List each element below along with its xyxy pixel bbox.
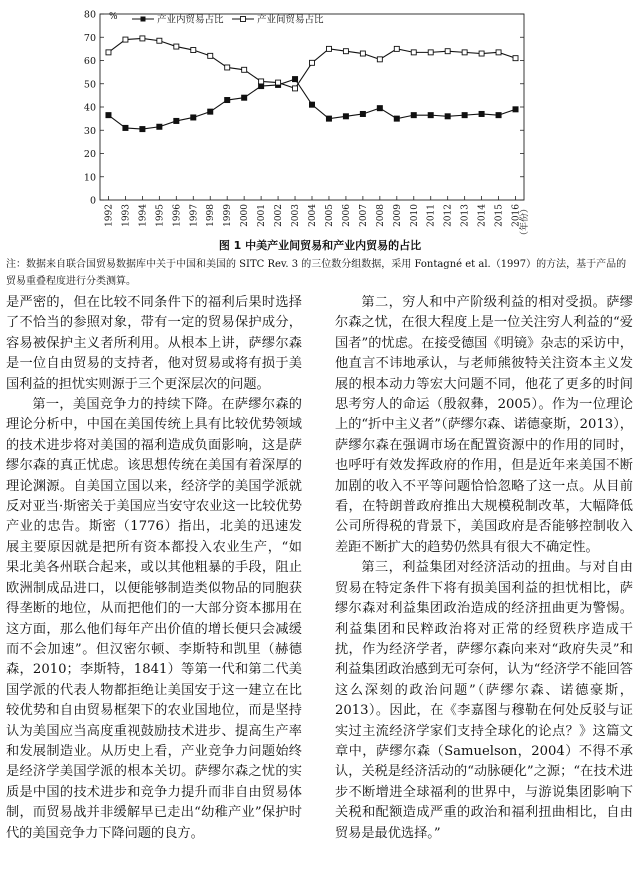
data-point [326, 46, 331, 51]
x-tick-label: 2010 [409, 204, 420, 227]
data-point [242, 67, 247, 72]
data-point [496, 50, 501, 55]
x-tick-label: 2012 [443, 204, 454, 227]
x-tick-label: 1996 [172, 204, 183, 227]
x-tick-label: 2011 [426, 204, 437, 227]
data-point [123, 125, 128, 130]
data-point [174, 44, 179, 49]
data-point [411, 50, 416, 55]
x-tick-label: 1998 [206, 204, 217, 227]
data-point [445, 49, 450, 54]
y-tick-label: 50 [83, 79, 96, 91]
x-tick-label: 1995 [155, 204, 166, 227]
trade-share-chart [0, 0, 640, 245]
legend-marker [241, 17, 246, 22]
x-tick-label: 2009 [392, 204, 403, 227]
y-tick-label: 60 [83, 56, 96, 67]
data-point [462, 50, 467, 55]
data-point [191, 115, 196, 120]
legend-label: 产业间贸易占比 [257, 14, 324, 26]
data-point [259, 79, 264, 84]
data-point [140, 127, 145, 132]
x-tick-label: 2001 [257, 204, 268, 227]
data-point [157, 38, 162, 43]
data-point [123, 37, 128, 42]
data-point [191, 48, 196, 53]
left-column [6, 293, 302, 844]
data-point [428, 50, 433, 55]
data-point [360, 51, 365, 56]
y-tick-label: 80 [83, 9, 96, 21]
chart-series [106, 36, 518, 132]
x-tick-label: 1993 [121, 204, 132, 227]
x-tick-label: 1999 [223, 204, 234, 227]
y-tick-label: 70 [83, 32, 96, 44]
x-tick-label: 2000 [240, 204, 251, 227]
data-point [326, 116, 331, 121]
x-tick-label: 2007 [358, 204, 369, 227]
data-point [157, 124, 162, 129]
data-point [276, 80, 281, 85]
x-tick-label: 2016 [511, 204, 522, 227]
figure-caption: 图 1 中美产业间贸易和产业内贸易的占比 [218, 239, 422, 252]
data-point [106, 50, 111, 55]
legend-marker [141, 17, 146, 22]
paragraph: 第二，穷人和中产阶级利益的相对受损。萨缪尔森之忧，在很大程度上是一位关注穷人利益的“爱国者”的忧虑。在接受德国《明镜》杂志的采访中，他直言不讳地承认，与老师熊彼特关注资本主义发展的根本动力等宏大问题不同，他花了更多的时间思考穷人的命运（殷叙彝，2005）。作为一位理论上的“折中主义者”（萨缪尔森、诺德豪斯，2013），萨缪尔森在强调市场在配置资源中的作用的同时，也呼吁有效发挥政府的作用，但是近年来美国不断加剧的收入不平等问题恰恰忽略了这一点。从目前看，在特朗普政府推出大规模税制改革，大幅降低公司所得税的背景下，美国政府是否能够控制收入差距不断扩大的趋势仍然具有很大不确定性。 [335, 295, 633, 555]
x-tick-label: 2015 [494, 204, 505, 227]
data-point [208, 53, 213, 58]
x-tick-label: 2006 [341, 204, 352, 227]
x-axis-label: （年份） [520, 204, 530, 241]
paragraph: 第一，美国竞争力的持续下降。在萨缪尔森的理论分析中，中国在美国传统上具有比较优势领域的技术进步将对美国的福利造成负面影响，这是萨缪尔森的真正忧虑。该思想传统在美国有着深厚的理论渊源。自美国立国以来，经济学的美国学派就反对亚当·斯密关于美国应当安守农业这一比较优势产业的忠告。斯密（1776）指出，北美的迅速发展主要原因就是把所有资本都投入农业生产，“如果北美各州联合起来，或以其他粗暴的手段，阻止欧洲制成品进口，以便能够制造类似物品的同胞获得垄断的地位，从而把他们的一大部分资本挪用在这方面，那么他们每年产出价值的增长便只会减缓而不会加速”。但汉密尔顿、李斯特和凯里（赫德森，2010；李斯特，1841）等第一代和第二代美国学派的代表人物都拒绝让美国安于这一建立在比较优势和自由贸易框架下的农业国地位，而是坚持认为美国应当高度重视鼓励技术进步、提高生产率和发展制造业。从历史上看，产业竞争力问题始终是经济学美国学派的根本关切。萨缪尔森之忧的实质是中国的技术进步和竞争力提升而非自由贸易体制，而贸易战并非缓解早已走出“幼稚产业”保护时代的美国竞争力下降问题的良方。 [6, 397, 302, 841]
x-tick-label: 2004 [308, 204, 318, 227]
data-point [310, 102, 315, 107]
data-point [394, 116, 399, 121]
x-tick-label: 2013 [460, 204, 471, 227]
data-point [208, 109, 213, 114]
data-point [479, 111, 484, 116]
data-point [377, 106, 382, 111]
data-point [106, 113, 111, 118]
data-point [293, 77, 298, 82]
x-tick-label: 2005 [324, 204, 335, 227]
data-point [242, 95, 247, 100]
data-point [140, 36, 145, 41]
x-tick-label: 1997 [189, 204, 200, 227]
right-column [335, 293, 633, 844]
data-point [377, 57, 382, 62]
y-axis-unit: % [109, 12, 118, 22]
x-tick-label: 2014 [477, 204, 488, 227]
x-tick-label: 1994 [138, 204, 149, 227]
data-point [411, 113, 416, 118]
paragraph: 第三，利益集团对经济活动的扭曲。与对自由贸易在特定条件下将有损美国利益的担忧相比，萨缪尔森对利益集团政治造成的经济扭曲更为警惕。利益集团和民粹政治将对正常的经贸秩序造成干扰，作为经济学者，萨缪尔森向来对“政府失灵”和利益集团政治感到无可奈何，认为“经济学不能回答这么深刻的政治问题”（萨缪尔森、诺德豪斯，2013）。因此，在《李嘉图与穆勒在何处反驳与证实过主流经济学家们支持全球化的论点？》这篇文章中，萨缪尔森（Samuelson，2004）不得不承认，关税是经济活动的“动脉硬化”之源；“在技术进步不断增进全球福利的世界中，与游说集团影响下关税和配额造成严重的政治和福利扭曲相比，自由贸易是最优选择。” [335, 560, 633, 841]
x-tick-label: 2008 [375, 204, 386, 227]
data-point [479, 51, 484, 56]
data-point [513, 107, 518, 112]
legend-label: 产业内贸易占比 [157, 14, 224, 26]
figure-note: 注：数据来自联合国贸易数据库中关于中国和美国的 SITC Rev. 3 的三位数分组数据，采用 Fontagné et al.（1997）的方法，基于产品的贸易重叠程度进行分类测算。 [6, 259, 627, 287]
data-point [310, 60, 315, 65]
data-point [174, 118, 179, 123]
data-point [445, 114, 450, 119]
y-tick-label: 30 [83, 125, 96, 137]
y-tick-label: 40 [83, 102, 96, 114]
data-point [360, 111, 365, 116]
chart-legend [132, 14, 324, 26]
data-point [225, 98, 230, 103]
data-point [343, 49, 348, 54]
y-tick-label: 10 [83, 172, 96, 184]
data-point [293, 86, 298, 91]
data-point [496, 113, 501, 118]
data-point [394, 46, 399, 51]
data-point [343, 114, 348, 119]
data-point [428, 113, 433, 118]
data-point [513, 56, 518, 61]
x-tick-label: 1992 [104, 204, 115, 227]
x-tick-label: 2002 [274, 204, 285, 227]
y-tick-label: 0 [89, 195, 96, 207]
chart-ticks [84, 10, 530, 241]
paragraph: 是严密的，但在比较不同条件下的福利后果时选择了不恰当的参照对象，带有一定的贸易保护成分，容易被保护主义者所利用。从根本上讲，萨缪尔森是一位自由贸易的支持者，他对贸易或将有损于美国利益的担忧实则源于三个更深层次的问题。 [6, 295, 302, 392]
y-tick-label: 20 [83, 149, 96, 160]
data-point [462, 113, 467, 118]
data-point [225, 65, 230, 70]
x-tick-label: 2003 [291, 204, 302, 227]
